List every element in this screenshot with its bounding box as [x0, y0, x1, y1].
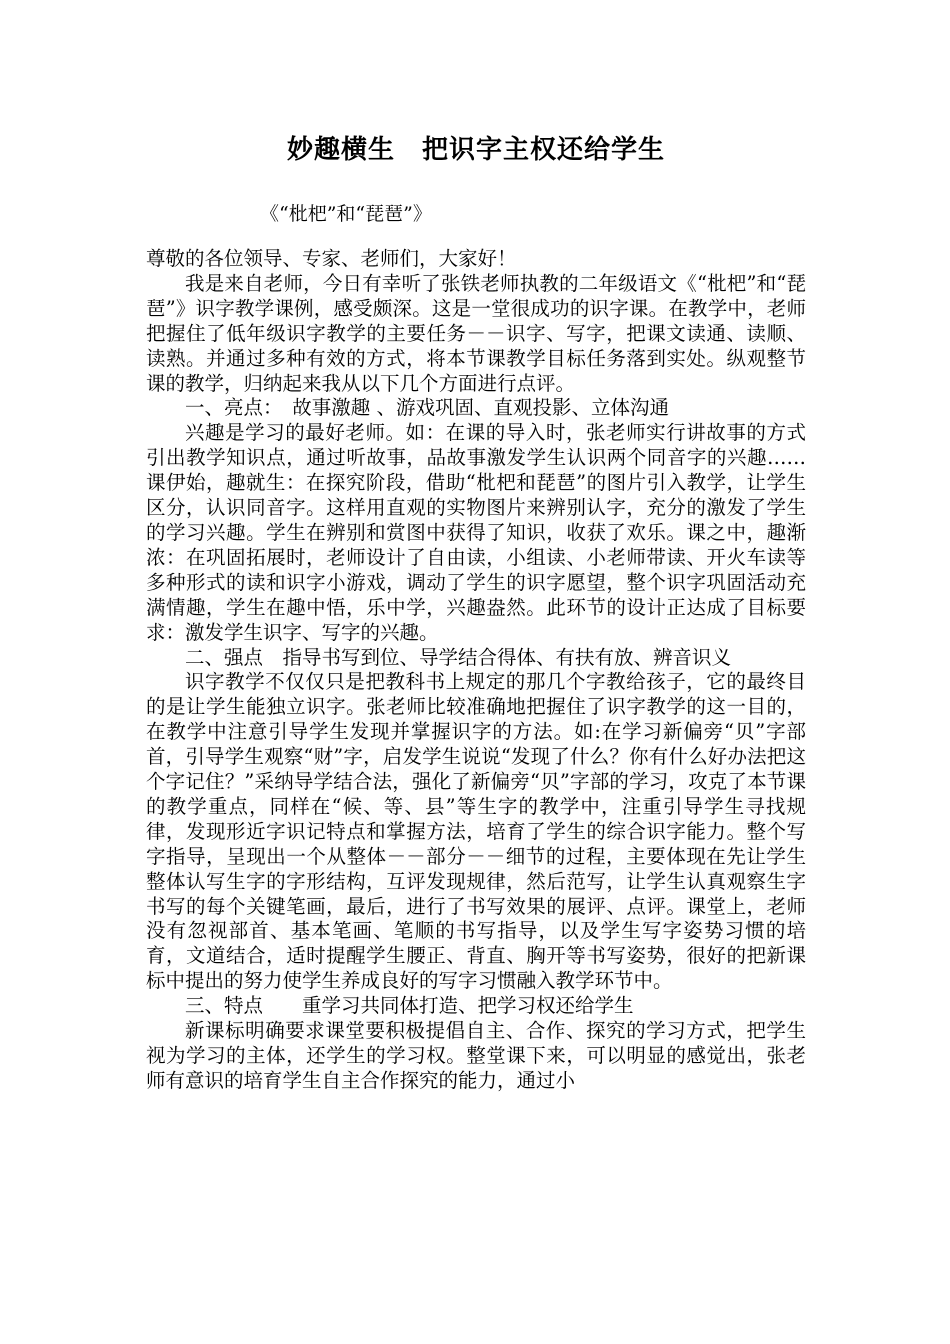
- paragraph-strengths: 识字教学不仅仅只是把教科书上规定的那几个字教给孩子，它的最终目的是让学生能独立识字。张老师比较准确地把握住了识字教学的这一目的，在教学中注意引导学生发现并掌握识字的方法。如:在学习新偏旁“贝”字部首，引导学生观察“财”字，启发学生说说“发现了什么？你有什么好办法把这个字记住？”采纳导学结合法，强化了新偏旁“贝”字部的学习，攻克了本节课的教学重点，同样在“候、等、县”等生字的教学中，注重引导学生寻找规律，发现形近字识记特点和掌握方法，培育了学生的综合识字能力。整个写字指导，呈现出一个从整体－－部分－－细节的过程，主要体现在先让学生整体认写生字的字形结构，互评发现规律，然后范写，让学生认真观察生字书写的每个关键笔画，最后，进行了书写效果的展评、点评。课堂上，老师没有忽视部首、基本笔画、笔顺的书写指导，以及学生写字姿势习惯的培育，文道结合，适时提醒学生腰正、背直、胸开等书写姿势，很好的把新课标中提出的努力使学生养成良好的写字习惯融入教学环节中。: [146, 670, 806, 993]
- section-heading-features: 三、特点 重学习共同体打造、把学习权还给学生: [185, 994, 634, 1018]
- paragraph-highlights: 兴趣是学习的最好老师。如：在课的导入时，张老师实行讲故事的方式引出教学知识点，通过听故事，品故事激发学生认识两个同音字的兴趣……课伊始，趣就生：在探究阶段，借助“枇杷和琵琶”的图片引入教学，让学生区分，认识同音字。这样用直观的实物图片来辨别认字，充分的激发了学生的学习兴趣。学生在辨别和赏图中获得了知识，收获了欢乐。课之中，趣渐浓：在巩固拓展时，老师设计了自由读，小组读、小老师带读、开火车读等多种形式的读和识字小游戏，调动了学生的识字愿望，整个识字巩固活动充满情趣，学生在趣中悟，乐中学，兴趣盎然。此环节的设计正达成了目标要求：激发学生识字、写字的兴趣。: [146, 421, 806, 644]
- document-title: 妙趣横生 把识字主权还给学生: [286, 135, 665, 165]
- greeting: 尊敬的各位领导、专家、老师们，大家好！: [146, 247, 517, 270]
- section-heading-strengths: 二、强点 指导书写到位、导学结合得体、有扶有放、辨音识义: [185, 645, 732, 669]
- document-body: [146, 247, 806, 1094]
- section-heading-highlights: 一、亮点： 故事激趣 、游戏巩固、直观投影、立体沟通: [185, 396, 669, 420]
- paragraph-intro: 我是来自老师，今日有幸听了张铁老师执教的二年级语文《“枇杷”和“琵琶”》识字教学课例，感受颇深。这是一堂很成功的识字课。在教学中，老师把握住了低年级识字教学的主要任务－－识字、写字，把课文读通、读顺、读熟。并通过多种有效的方式，将本节课教学目标任务落到实处。纵观整节课的教学，归纳起来我从以下几个方面进行点评。: [146, 271, 806, 395]
- document-subtitle: 《“枇杷”和“琵琶”》: [260, 203, 432, 225]
- paragraph-features: 新课标明确要求课堂要积极提倡自主、合作、探究的学习方式，把学生视为学习的主体，还学生的学习权。整堂课下来，可以明显的感觉出，张老师有意识的培育学生自主合作探究的能力，通过小: [146, 1019, 806, 1092]
